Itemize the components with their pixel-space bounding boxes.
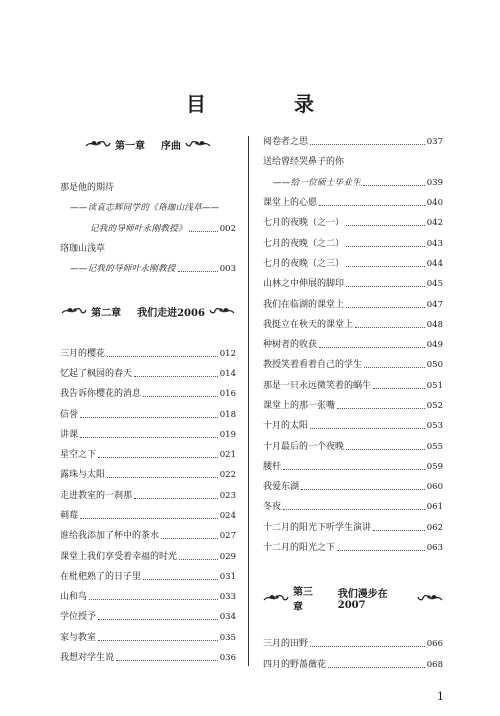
chapter3-entries [263, 634, 443, 675]
entry-title: ——读袁志辉同学的《珞珈山浅草—— [70, 203, 220, 214]
entry-title: 课堂上的心愿 [263, 198, 318, 209]
entry-page-number: 043 [426, 238, 443, 249]
dot-leader [346, 245, 425, 247]
entry-title: 三月的田野 [263, 639, 309, 650]
toc-entry[interactable] [263, 416, 443, 436]
entry-title: 露珠与太阳 [60, 470, 106, 481]
entry-title: 讲课 [60, 429, 79, 440]
dot-leader [363, 184, 425, 186]
entry-page-number: 029 [219, 551, 236, 562]
entry-page-number: 061 [426, 502, 443, 513]
chapter-name: 序曲 [161, 140, 181, 152]
toc-entry[interactable] [263, 436, 443, 456]
dot-leader [80, 416, 218, 418]
dot-leader [301, 488, 425, 490]
toc-entry[interactable] [60, 648, 236, 668]
entry-title: 山林之中伸展的脚印 [263, 279, 345, 290]
entry-page-number: 003 [219, 264, 236, 275]
entry-title: 十二月的阳光之下 [263, 543, 336, 554]
dot-leader [134, 375, 218, 377]
entry-title: 家与教室 [60, 632, 97, 643]
entry-page-number: 042 [426, 218, 443, 229]
entry-page-number: 050 [426, 360, 443, 371]
toc-entry[interactable] [60, 607, 236, 627]
toc-entry[interactable] [60, 546, 236, 566]
page-number: 1 [437, 690, 444, 703]
toc-right-column [263, 132, 443, 675]
flourish-left-icon [263, 592, 289, 604]
entry-title: 种树者的收获 [263, 340, 318, 351]
continued-entries [263, 132, 443, 558]
entry-page-number: 034 [219, 612, 236, 623]
dot-leader [143, 395, 218, 397]
entry-page-number: 060 [426, 482, 443, 493]
entry-page-number: 053 [426, 421, 443, 432]
dot-leader [319, 346, 425, 348]
entry-page-number: 019 [219, 429, 236, 440]
toc-entry[interactable] [60, 445, 236, 465]
toc-entry[interactable] [60, 506, 236, 526]
dot-leader [80, 517, 218, 519]
entry-title: 珞珈山浅草 [60, 244, 106, 255]
entry-title: 七月的夜晚（之三） [263, 258, 345, 269]
dot-leader [346, 224, 425, 226]
entry-page-number: 024 [219, 511, 236, 521]
toc-entry[interactable] [263, 274, 443, 294]
dot-leader [337, 549, 425, 551]
entry-page-number: 016 [219, 389, 236, 400]
entry-page-number: 031 [219, 571, 236, 582]
entry-page-number: 027 [219, 531, 236, 542]
chapter-name: 我们走进2006 [137, 307, 205, 319]
entry-title: 学位授予 [60, 612, 97, 623]
dot-leader [134, 497, 218, 499]
entry-page-number: 037 [426, 137, 443, 148]
toc-entry[interactable] [60, 259, 236, 279]
toc-entry[interactable] [60, 404, 236, 424]
toc-entry[interactable] [60, 239, 236, 259]
dot-leader [346, 265, 425, 267]
toc-entry[interactable] [263, 655, 443, 675]
entry-page-number: 055 [426, 441, 443, 452]
entry-page-number: 014 [219, 368, 236, 379]
entry-page-number: 023 [219, 490, 236, 501]
column-divider [248, 136, 249, 666]
chapter-name: 我们漫步在2007 [337, 589, 388, 612]
entry-page-number: 012 [219, 348, 236, 359]
entry-title: 十二月的阳光下听学生演讲 [263, 522, 372, 533]
toc-entry[interactable] [263, 355, 443, 375]
dot-leader [337, 407, 425, 409]
entry-page-number: 051 [426, 380, 443, 391]
dot-leader [116, 659, 218, 661]
dot-leader [364, 366, 425, 368]
dot-leader [373, 529, 425, 531]
entry-page-number: 036 [219, 653, 236, 664]
entry-title: 送给曾经哭鼻子的你 [263, 157, 345, 168]
entry-page-number: 022 [219, 470, 236, 481]
chapter-heading [263, 584, 443, 612]
entry-page-number: 047 [426, 299, 443, 310]
dot-leader [107, 355, 218, 357]
toc-entry[interactable] [263, 396, 443, 416]
entry-title: ——记我的导师叶永刚教授 [70, 264, 176, 275]
flourish-left-icon [85, 138, 111, 150]
flourish-right-icon [417, 592, 443, 604]
entry-page-number: 049 [426, 340, 443, 351]
entry-page-number: 052 [426, 401, 443, 411]
toc-entry[interactable] [263, 457, 443, 477]
dot-leader [179, 558, 218, 560]
entry-title: ——给一位硕士毕业生 [273, 177, 362, 188]
entry-page-number: 068 [426, 659, 443, 670]
entry-title: 忆起了枫园的春天 [60, 368, 133, 379]
dot-leader [283, 468, 425, 470]
dot-leader [310, 427, 425, 429]
entry-page-number: 045 [426, 279, 443, 290]
entry-page-number: 048 [426, 319, 443, 330]
entry-title: 冬夜 [263, 502, 282, 513]
toc-entry[interactable] [263, 233, 443, 253]
entry-title: 三月的樱花 [60, 348, 106, 359]
entry-title: 那是他的期待 [60, 183, 115, 194]
dot-leader [355, 326, 425, 328]
dot-leader [189, 230, 218, 232]
page-title: 目 录 [186, 92, 348, 116]
entry-title: 十月的太阳 [263, 421, 309, 432]
entry-page-number: 044 [426, 258, 443, 269]
entry-title: 腰杆 [263, 461, 282, 472]
entry-page-number: 002 [219, 223, 236, 234]
chapter1-entries [60, 178, 236, 279]
chapter-label: 第三章 [293, 587, 313, 614]
toc-entry[interactable] [60, 567, 236, 587]
toc-entry[interactable] [60, 587, 236, 607]
chapter2-entries [60, 343, 236, 668]
toc-entry[interactable] [263, 294, 443, 314]
chapter-heading [60, 297, 236, 325]
chapter-label: 第一章 [115, 140, 145, 152]
toc-entry[interactable] [263, 173, 443, 193]
flourish-left-icon [61, 305, 87, 317]
dot-leader [283, 508, 425, 510]
toc-entry[interactable] [263, 518, 443, 538]
toc-left-column [60, 130, 236, 668]
entry-title: 那是一只永远微笑着的蜗牛 [263, 380, 372, 391]
entry-title: 课堂上我们享受着幸福的时光 [60, 551, 178, 562]
entry-title: 我告诉你樱花的消息 [60, 389, 142, 400]
dot-leader [143, 578, 218, 580]
dot-leader [346, 448, 425, 450]
dot-leader [346, 306, 425, 308]
toc-entry[interactable] [263, 213, 443, 233]
entry-title: 我爱东湖 [263, 482, 300, 493]
entry-title: 我想对学生说 [60, 653, 115, 664]
entry-page-number: 033 [219, 592, 236, 603]
dot-leader [346, 285, 425, 287]
dot-leader [310, 143, 425, 145]
toc-entry[interactable] [60, 364, 236, 384]
flourish-right-icon [209, 305, 235, 317]
dot-leader [98, 639, 218, 641]
entry-page-number: 063 [426, 543, 443, 554]
entry-title: 四月的野蔷薇花 [263, 659, 327, 670]
dot-leader [107, 476, 218, 478]
dot-leader [98, 456, 218, 458]
toc-entry[interactable] [263, 132, 443, 152]
dot-leader [161, 537, 218, 539]
dot-leader [80, 436, 218, 438]
entry-title: 谁给我添加了杯中的茶水 [60, 531, 160, 542]
entry-title: 信誉 [60, 409, 79, 420]
entry-title: 走进教室的一刹那 [60, 490, 133, 501]
dot-leader [373, 387, 425, 389]
entry-title: 七月的夜晚（之一） [263, 218, 345, 229]
toc-entry[interactable] [60, 465, 236, 485]
dot-leader [310, 645, 425, 647]
entry-title: 我们在临湖的课堂上 [263, 299, 345, 310]
toc-entry[interactable] [60, 628, 236, 648]
entry-title: 在枇杷熟了的日子里 [60, 571, 142, 582]
toc-entry[interactable] [263, 254, 443, 274]
toc-entry[interactable] [263, 315, 443, 335]
entry-page-number: 066 [426, 639, 443, 650]
entry-title: 阅卷者之思 [263, 137, 309, 148]
dot-leader [328, 666, 425, 668]
entry-page-number: 039 [426, 177, 443, 188]
entry-page-number: 040 [426, 198, 443, 209]
toc-entry[interactable] [263, 335, 443, 355]
entry-page-number: 062 [426, 522, 443, 533]
entry-page-number: 059 [426, 461, 443, 472]
entry-title: 山和鸟 [60, 592, 88, 603]
toc-entry[interactable] [263, 193, 443, 213]
chapter-heading [60, 130, 236, 158]
toc-entry[interactable] [60, 178, 236, 198]
entry-title: 刺莓 [60, 511, 79, 521]
toc-entry[interactable] [60, 343, 236, 363]
toc-entry[interactable] [60, 425, 236, 445]
entry-title: 星空之下 [60, 450, 97, 461]
toc-entry[interactable] [263, 497, 443, 517]
entry-title: 课堂上的那一张嘴 [263, 401, 336, 411]
toc-entry[interactable] [60, 198, 236, 218]
entry-page-number: 035 [219, 632, 236, 643]
entry-page-number: 021 [219, 450, 236, 461]
dot-leader [89, 598, 218, 600]
toc-entry[interactable] [60, 486, 236, 506]
dot-leader [178, 270, 218, 272]
toc-entry[interactable] [263, 376, 443, 396]
entry-title: 十月最后的一个夜晚 [263, 441, 345, 452]
toc-entry[interactable] [263, 538, 443, 558]
toc-entry[interactable] [263, 634, 443, 654]
toc-entry[interactable] [60, 384, 236, 404]
entry-title: 记我的导师叶永刚教授》 [90, 223, 187, 234]
entry-title: 教授笑着看着自己的学生 [263, 360, 363, 371]
toc-entry[interactable] [263, 152, 443, 172]
dot-leader [98, 618, 218, 620]
toc-entry[interactable] [60, 219, 236, 239]
dot-leader [319, 204, 425, 206]
entry-title: 七月的夜晚（之二） [263, 238, 345, 249]
flourish-right-icon [185, 138, 211, 150]
toc-entry[interactable] [263, 477, 443, 497]
entry-page-number: 018 [219, 409, 236, 420]
chapter-label: 第二章 [91, 307, 122, 319]
toc-entry[interactable] [60, 526, 236, 546]
entry-title: 我挺立在秋天的课堂上 [263, 319, 354, 330]
